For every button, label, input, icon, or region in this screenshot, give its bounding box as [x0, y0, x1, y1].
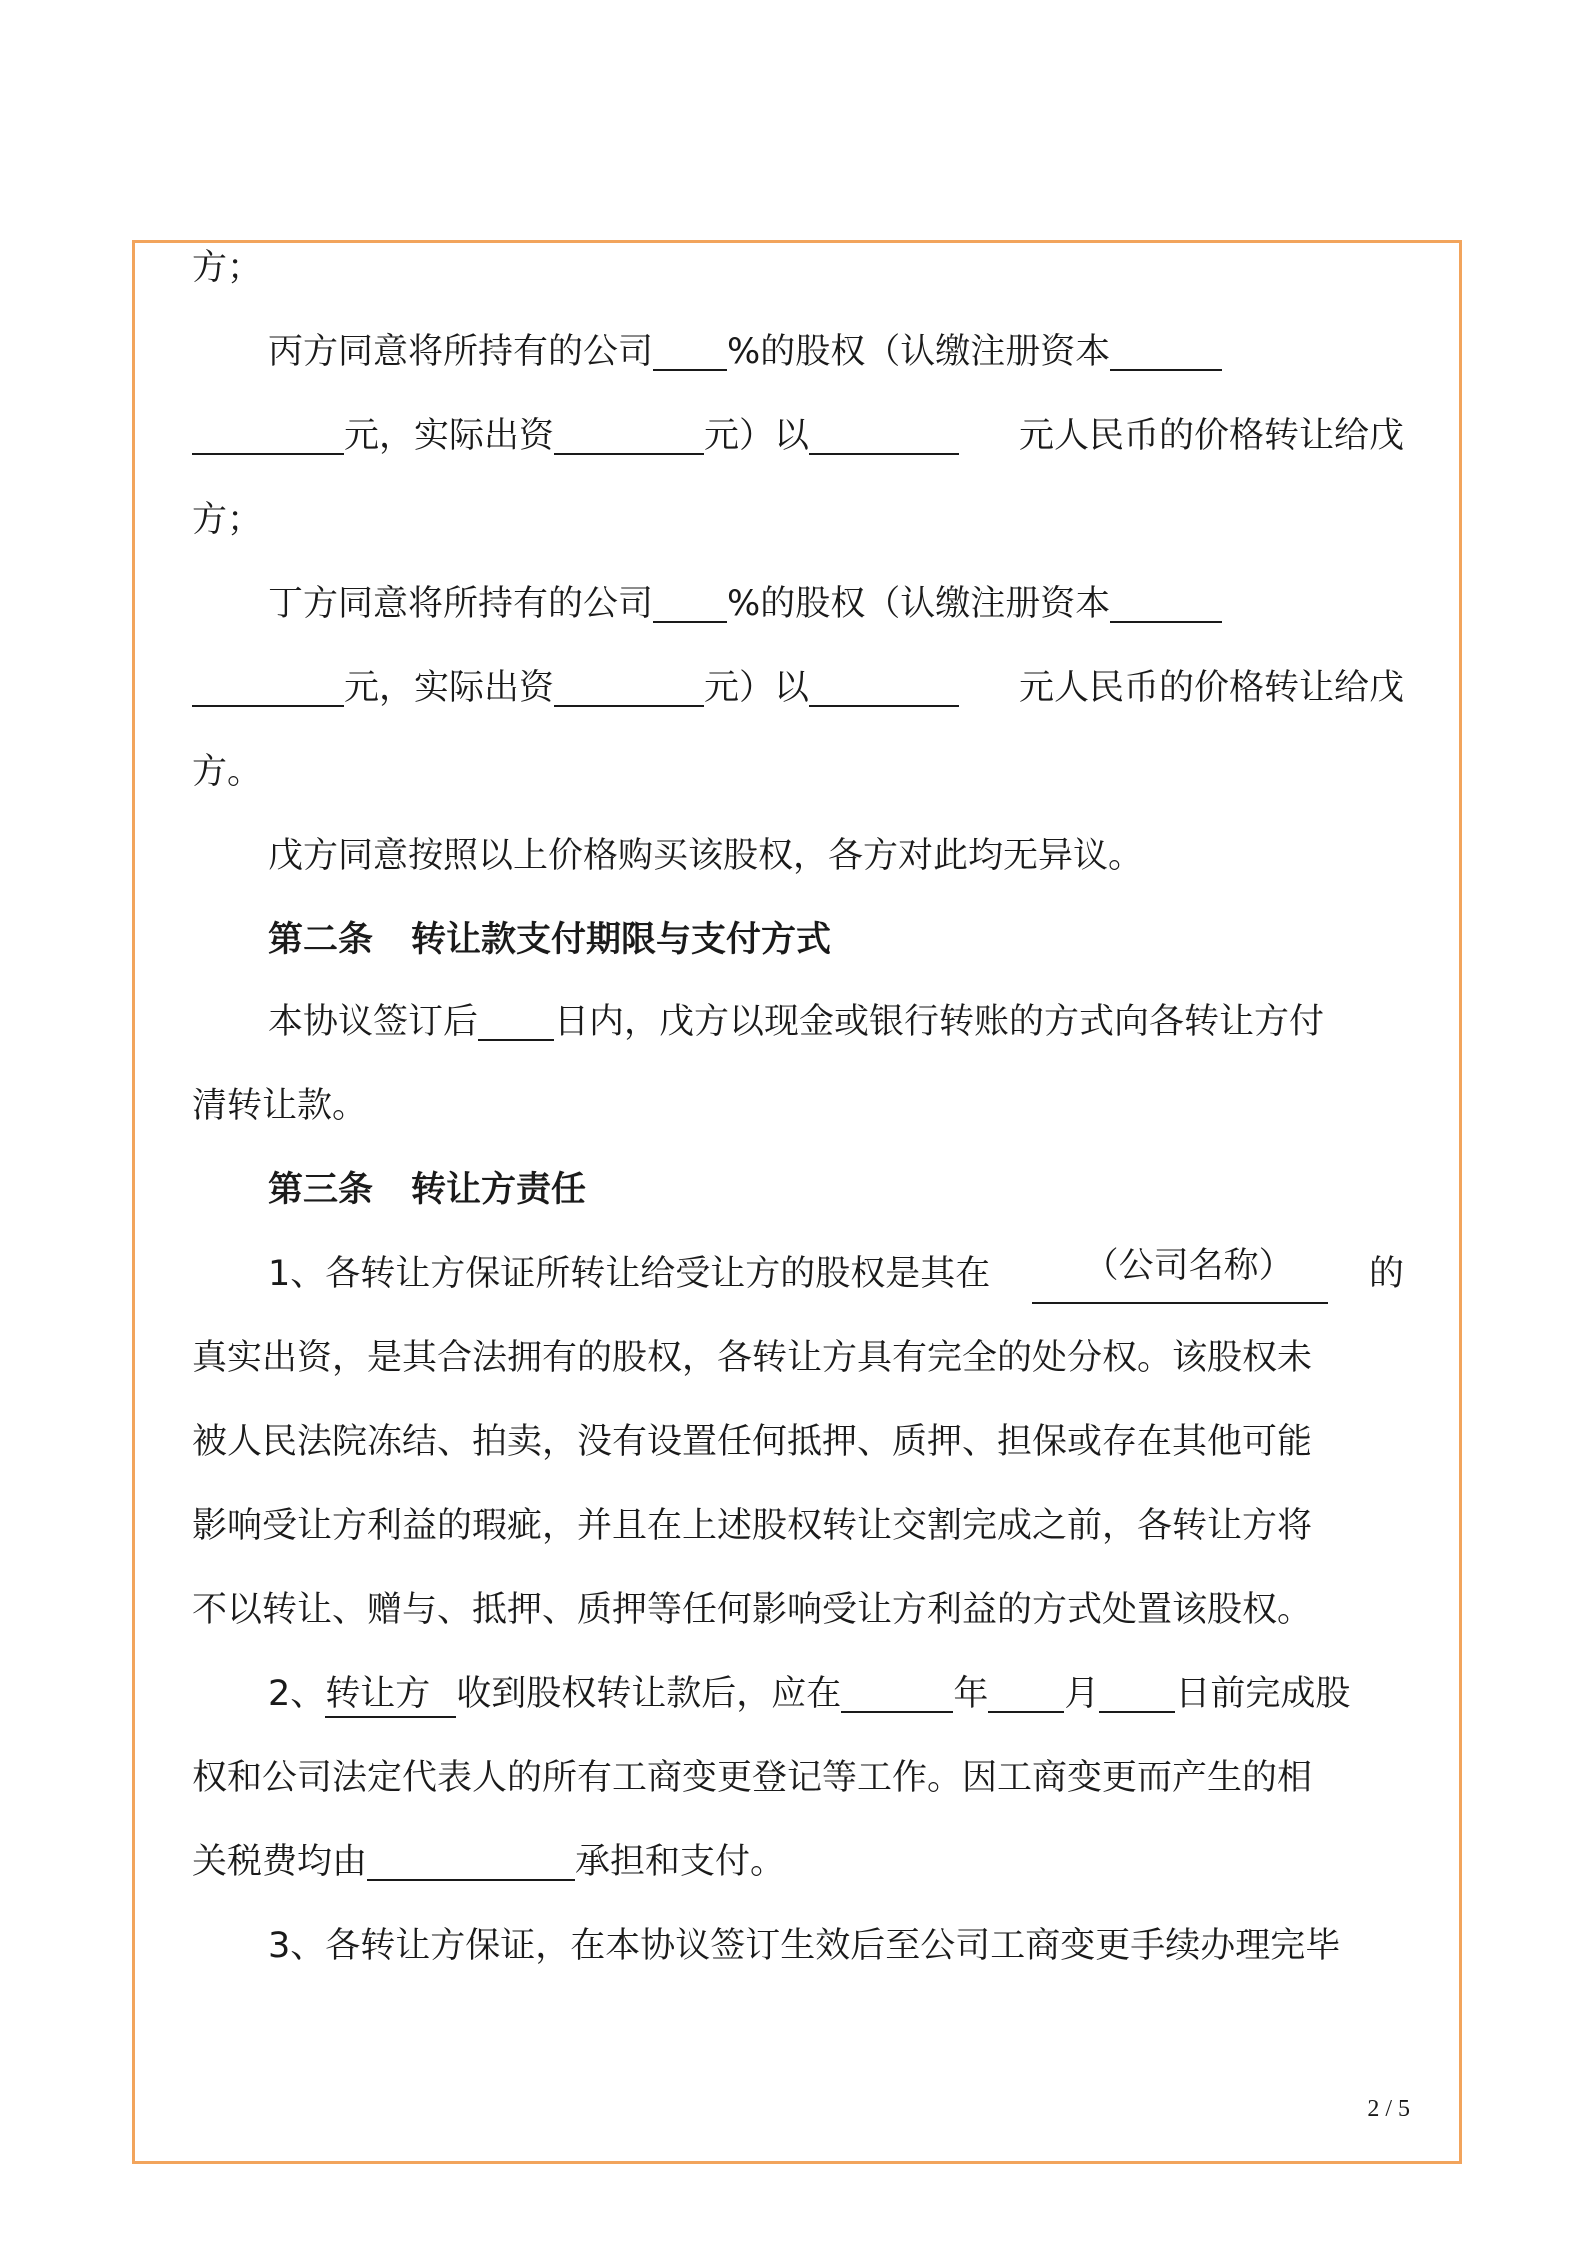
article-2-heading: 第二条 转让款支付期限与支付方式 [268, 920, 832, 960]
text-line: 方。 [192, 752, 263, 792]
text-line: 被人民法院冻结、拍卖，没有设置任何抵押、质押、担保或存在其他可能 [192, 1422, 1313, 1462]
month-field[interactable] [988, 1667, 1064, 1713]
blank-field[interactable] [809, 661, 959, 707]
text-line: 方； [192, 248, 263, 288]
blank-field[interactable] [478, 995, 554, 1041]
text-line: 3、各转让方保证，在本协议签订生效后至公司工商变更手续办理完毕 [268, 1926, 1341, 1966]
text-line: 真实出资，是其合法拥有的股权，各转让方具有完全的处分权。该股权未 [192, 1338, 1313, 1378]
text-line: 权和公司法定代表人的所有工商变更登记等工作。因工商变更而产生的相 [192, 1758, 1313, 1798]
text-line: 本协议签订后 日内，戊方以现金或银行转账的方式向各转让方付 [192, 992, 1404, 1052]
transferor-field[interactable]: 转让方 [325, 1672, 456, 1718]
blank-field[interactable] [554, 661, 704, 707]
text-line: 方； [192, 500, 263, 540]
company-name-field[interactable]: （公司名称） [1032, 1244, 1328, 1304]
text-line: 清转让款。 [192, 1086, 368, 1126]
blank-field[interactable] [192, 409, 344, 455]
text-line: 2、转让方 收到股权转让款后，应在 年 月 日前完成股 [192, 1664, 1404, 1724]
text-line: 1、各转让方保证所转让给受让方的股权是其在 （公司名称） 的 [192, 1244, 1404, 1304]
article-3-heading: 第三条 转让方责任 [268, 1170, 587, 1210]
text-line: 元，实际出资 元）以 元人民币的价格转让给戊 [192, 658, 1404, 718]
blank-field[interactable] [554, 409, 704, 455]
text-line: 关税费均由 承担和支付。 [192, 1832, 1404, 1892]
blank-field[interactable] [809, 409, 959, 455]
clause-ding: 丁方同意将所持有的公司 %的股权（认缴注册资本 [192, 574, 1404, 634]
blank-field[interactable] [1110, 577, 1222, 623]
blank-field[interactable] [653, 577, 727, 623]
day-field[interactable] [1099, 1667, 1175, 1713]
page-number: 2 / 5 [1367, 2096, 1410, 2122]
year-field[interactable] [841, 1667, 953, 1713]
blank-field[interactable] [367, 1835, 575, 1881]
text-line: 不以转让、赠与、抵押、质押等任何影响受让方利益的方式处置该股权。 [192, 1590, 1313, 1630]
clause-bing: 丙方同意将所持有的公司 %的股权（认缴注册资本 [192, 322, 1404, 382]
text-line: 戊方同意按照以上价格购买该股权，各方对此均无异议。 [268, 836, 1144, 876]
blank-field[interactable] [653, 325, 727, 371]
text-line: 元，实际出资 元）以 元人民币的价格转让给戊 [192, 406, 1404, 466]
blank-field[interactable] [1110, 325, 1222, 371]
text-line: 影响受让方利益的瑕疵，并且在上述股权转让交割完成之前，各转让方将 [192, 1506, 1313, 1546]
blank-field[interactable] [192, 661, 344, 707]
